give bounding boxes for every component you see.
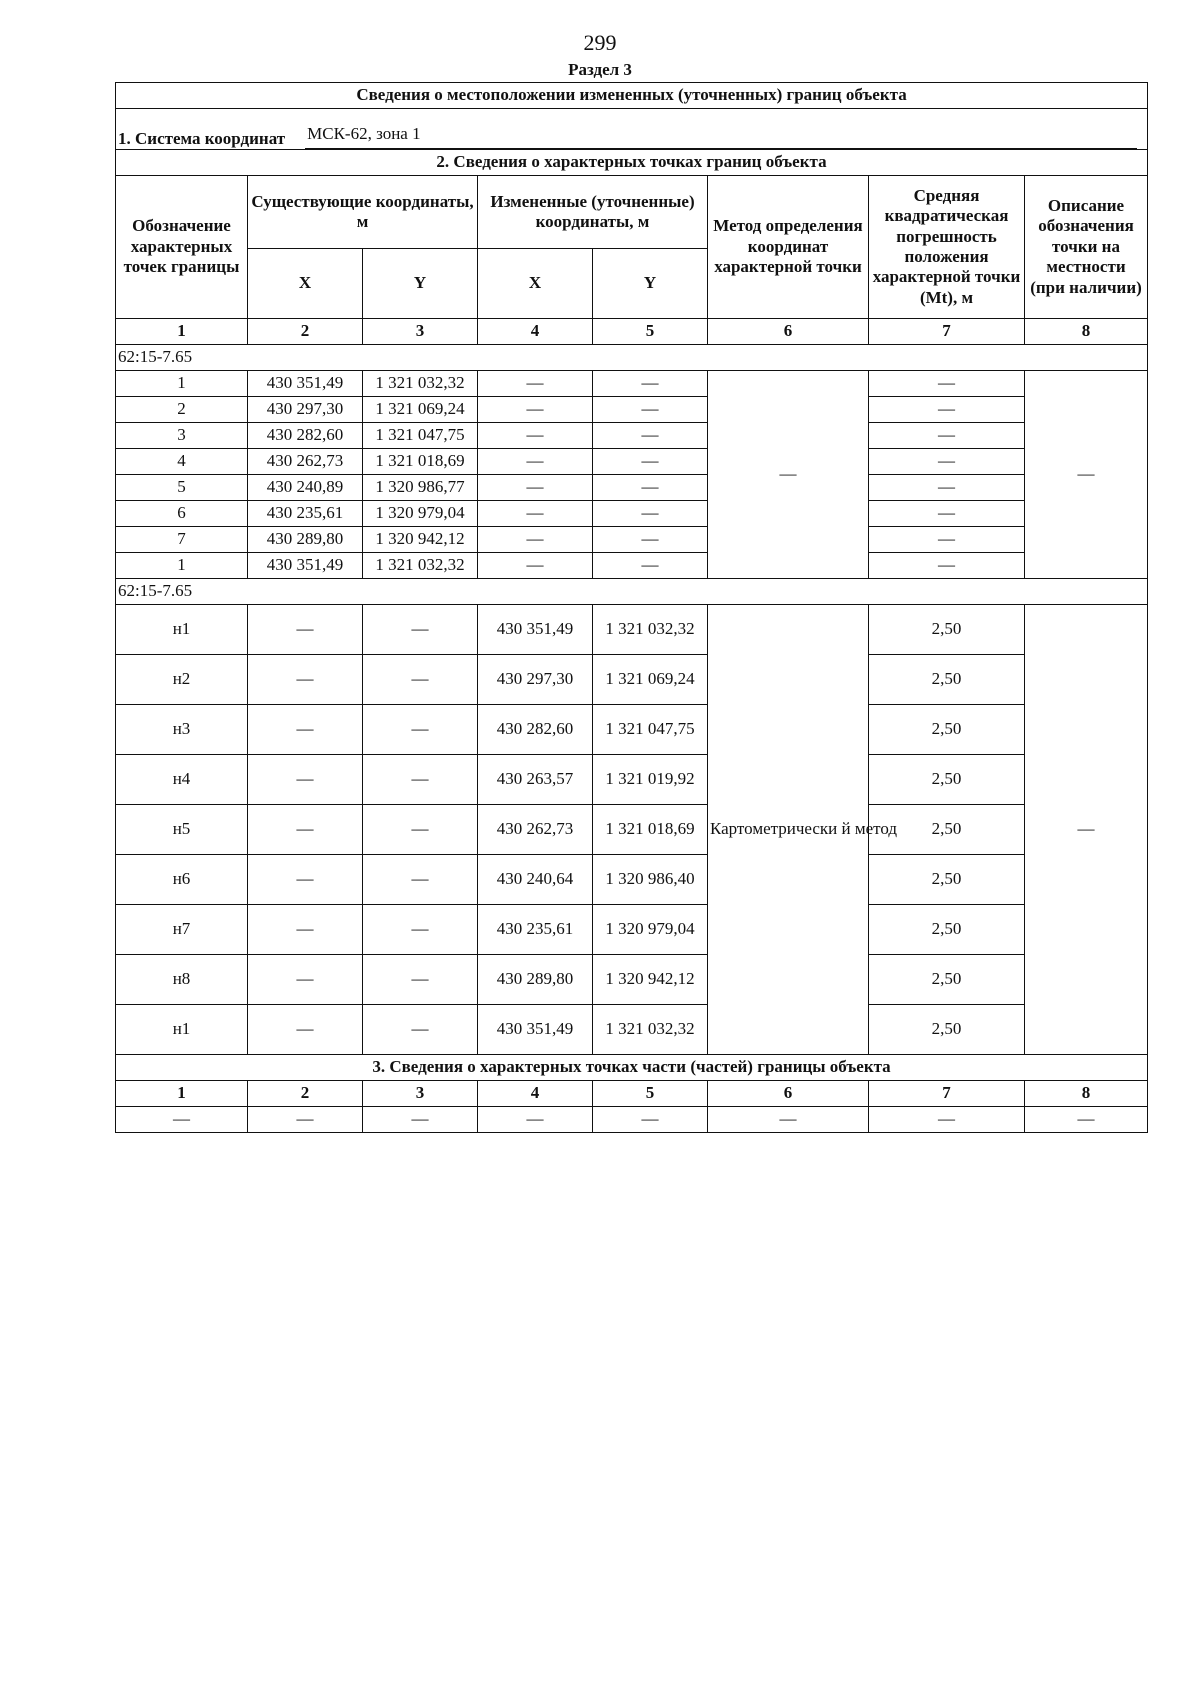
existing-y: — — [363, 1005, 478, 1055]
column-number: 6 — [708, 319, 869, 345]
existing-point-row — [116, 501, 1148, 527]
existing-x: — — [248, 905, 363, 955]
existing-y: 1 320 942,12 — [363, 527, 478, 553]
new-y: — — [593, 397, 708, 423]
mt-value: — — [869, 475, 1025, 501]
description-cell: — — [1025, 371, 1148, 579]
point-id: н3 — [116, 705, 248, 755]
existing-y: — — [363, 805, 478, 855]
part3-cell: — — [478, 1107, 593, 1133]
point-id: 6 — [116, 501, 248, 527]
new-y: 1 321 069,24 — [593, 655, 708, 705]
part3-data-row — [116, 1107, 1148, 1133]
existing-y: — — [363, 955, 478, 1005]
existing-y: — — [363, 905, 478, 955]
method-cell: — — [708, 371, 869, 579]
column-number: 3 — [363, 1081, 478, 1107]
column-number: 1 — [116, 319, 248, 345]
existing-y: 1 321 069,24 — [363, 397, 478, 423]
existing-point-row — [116, 527, 1148, 553]
new-y: — — [593, 423, 708, 449]
header-existing-coords: Существующие координаты, м — [248, 176, 478, 249]
point-id: 3 — [116, 423, 248, 449]
existing-y: 1 320 986,77 — [363, 475, 478, 501]
mt-value: 2,50 — [869, 605, 1025, 655]
existing-y: 1 321 032,32 — [363, 553, 478, 579]
new-point-row — [116, 855, 1148, 905]
new-point-row — [116, 705, 1148, 755]
new-x: — — [478, 527, 593, 553]
new-y: 1 321 032,32 — [593, 1005, 708, 1055]
mt-value: 2,50 — [869, 805, 1025, 855]
existing-y: — — [363, 755, 478, 805]
column-number: 5 — [593, 1081, 708, 1107]
point-id: 4 — [116, 449, 248, 475]
new-x: 430 297,30 — [478, 655, 593, 705]
header-point-designation: Обозначение характерных точек границы — [116, 176, 248, 319]
new-x: — — [478, 553, 593, 579]
column-number: 5 — [593, 319, 708, 345]
new-x: — — [478, 475, 593, 501]
existing-x: 430 297,30 — [248, 397, 363, 423]
part3-cell: — — [869, 1107, 1025, 1133]
part3-cell: — — [708, 1107, 869, 1133]
mt-value: — — [869, 449, 1025, 475]
new-y: — — [593, 553, 708, 579]
column-number: 1 — [116, 1081, 248, 1107]
point-id: н1 — [116, 605, 248, 655]
point-id: н6 — [116, 855, 248, 905]
header-new-x: X — [478, 249, 593, 319]
section-title: Раздел 3 — [568, 60, 632, 79]
point-id: 7 — [116, 527, 248, 553]
new-y: — — [593, 501, 708, 527]
new-x: 430 263,57 — [478, 755, 593, 805]
new-x: — — [478, 423, 593, 449]
existing-point-row — [116, 449, 1148, 475]
new-x: — — [478, 371, 593, 397]
mt-value: — — [869, 423, 1025, 449]
point-id: 5 — [116, 475, 248, 501]
column-number: 8 — [1025, 1081, 1148, 1107]
existing-point-row — [116, 475, 1148, 501]
point-id: 2 — [116, 397, 248, 423]
point-id: н2 — [116, 655, 248, 705]
existing-x: 430 282,60 — [248, 423, 363, 449]
existing-y: — — [363, 705, 478, 755]
column-number: 2 — [248, 1081, 363, 1107]
new-x: 430 240,64 — [478, 855, 593, 905]
existing-point-row — [116, 397, 1148, 423]
existing-point-row — [116, 423, 1148, 449]
existing-x: 430 262,73 — [248, 449, 363, 475]
point-id: н1 — [116, 1005, 248, 1055]
point-id: н4 — [116, 755, 248, 805]
new-point-row — [116, 655, 1148, 705]
part2-title: 2. Сведения о характерных точках границ объекта — [116, 150, 1148, 176]
existing-x: — — [248, 705, 363, 755]
header-new-y: Y — [593, 249, 708, 319]
column-number: 4 — [478, 319, 593, 345]
part3-cell: — — [593, 1107, 708, 1133]
mt-value: — — [869, 501, 1025, 527]
new-point-row — [116, 805, 1148, 855]
new-x: 430 282,60 — [478, 705, 593, 755]
column-number: 2 — [248, 319, 363, 345]
column-number: 7 — [869, 1081, 1025, 1107]
page-number: 299 — [583, 30, 617, 55]
method-cell: Картометрически й метод — [708, 605, 869, 1055]
new-x: — — [478, 501, 593, 527]
part3-column-number-row — [116, 1081, 1148, 1107]
new-x: 430 262,73 — [478, 805, 593, 855]
part3-cell: — — [116, 1107, 248, 1133]
new-y: — — [593, 449, 708, 475]
new-point-row — [116, 1005, 1148, 1055]
column-number: 3 — [363, 319, 478, 345]
coord-system-value: МСК-62, зона 1 — [305, 124, 1137, 149]
existing-x: — — [248, 755, 363, 805]
new-point-row — [116, 955, 1148, 1005]
new-y: — — [593, 527, 708, 553]
existing-y: 1 321 032,32 — [363, 371, 478, 397]
existing-y: 1 321 047,75 — [363, 423, 478, 449]
part3-title: 3. Сведения о характерных точках части (частей) границы объекта — [116, 1055, 1148, 1081]
existing-x: — — [248, 955, 363, 1005]
new-x: 430 235,61 — [478, 905, 593, 955]
mt-value: — — [869, 527, 1025, 553]
new-y: 1 320 986,40 — [593, 855, 708, 905]
table-title: Сведения о местоположении измененных (уточненных) границ объекта — [116, 83, 1148, 109]
mt-value: 2,50 — [869, 655, 1025, 705]
existing-point-row — [116, 371, 1148, 397]
existing-x: 430 289,80 — [248, 527, 363, 553]
column-number: 4 — [478, 1081, 593, 1107]
existing-y: — — [363, 605, 478, 655]
existing-x: 430 235,61 — [248, 501, 363, 527]
existing-x: — — [248, 1005, 363, 1055]
boundary-table — [115, 82, 1148, 1133]
new-y: — — [593, 371, 708, 397]
existing-x: — — [248, 605, 363, 655]
column-number: 7 — [869, 319, 1025, 345]
new-y: 1 321 018,69 — [593, 805, 708, 855]
mt-value: 2,50 — [869, 905, 1025, 955]
new-y: 1 320 942,12 — [593, 955, 708, 1005]
mt-value: — — [869, 371, 1025, 397]
mt-value: — — [869, 553, 1025, 579]
point-id: 1 — [116, 553, 248, 579]
existing-y: 1 320 979,04 — [363, 501, 478, 527]
header-existing-y: Y — [363, 249, 478, 319]
mt-value: 2,50 — [869, 955, 1025, 1005]
new-y: 1 321 032,32 — [593, 605, 708, 655]
column-number: 8 — [1025, 319, 1148, 345]
existing-x: — — [248, 855, 363, 905]
part3-cell: — — [248, 1107, 363, 1133]
coord-system-label: 1. Система координат — [118, 128, 286, 148]
new-point-row — [116, 905, 1148, 955]
mt-value: 2,50 — [869, 705, 1025, 755]
existing-block-label: 62:15-7.65 — [116, 345, 1148, 371]
existing-point-row — [116, 553, 1148, 579]
new-x: 430 351,49 — [478, 1005, 593, 1055]
new-point-row — [116, 605, 1148, 655]
column-number: 6 — [708, 1081, 869, 1107]
description-cell: — — [1025, 605, 1148, 1055]
new-point-row — [116, 755, 1148, 805]
existing-x: 430 240,89 — [248, 475, 363, 501]
header-new-coords: Измененные (уточненные) координаты, м — [478, 176, 708, 249]
new-y: 1 320 979,04 — [593, 905, 708, 955]
point-id: н8 — [116, 955, 248, 1005]
coord-system-row — [116, 109, 1148, 150]
existing-x: 430 351,49 — [248, 553, 363, 579]
column-number-row — [116, 319, 1148, 345]
header-existing-x: X — [248, 249, 363, 319]
part3-cell: — — [363, 1107, 478, 1133]
header-method: Метод определения координат характерной точки — [708, 176, 869, 319]
existing-y: — — [363, 655, 478, 705]
new-y: 1 321 047,75 — [593, 705, 708, 755]
existing-x: 430 351,49 — [248, 371, 363, 397]
new-x: 430 351,49 — [478, 605, 593, 655]
existing-y: — — [363, 855, 478, 905]
existing-x: — — [248, 655, 363, 705]
header-description: Описание обозначения точки на местности (при наличии) — [1025, 176, 1148, 319]
new-x: — — [478, 449, 593, 475]
point-id: н7 — [116, 905, 248, 955]
mt-value: 2,50 — [869, 1005, 1025, 1055]
new-x: 430 289,80 — [478, 955, 593, 1005]
new-x: — — [478, 397, 593, 423]
new-y: — — [593, 475, 708, 501]
point-id: н5 — [116, 805, 248, 855]
mt-value: — — [869, 397, 1025, 423]
part3-cell: — — [1025, 1107, 1148, 1133]
existing-x: — — [248, 805, 363, 855]
mt-value: 2,50 — [869, 755, 1025, 805]
existing-y: 1 321 018,69 — [363, 449, 478, 475]
new-block-label: 62:15-7.65 — [116, 579, 1148, 605]
point-id: 1 — [116, 371, 248, 397]
new-y: 1 321 019,92 — [593, 755, 708, 805]
mt-value: 2,50 — [869, 855, 1025, 905]
header-error: Средняя квадратическая погрешность положения характерной точки (Mt), м — [869, 176, 1025, 319]
